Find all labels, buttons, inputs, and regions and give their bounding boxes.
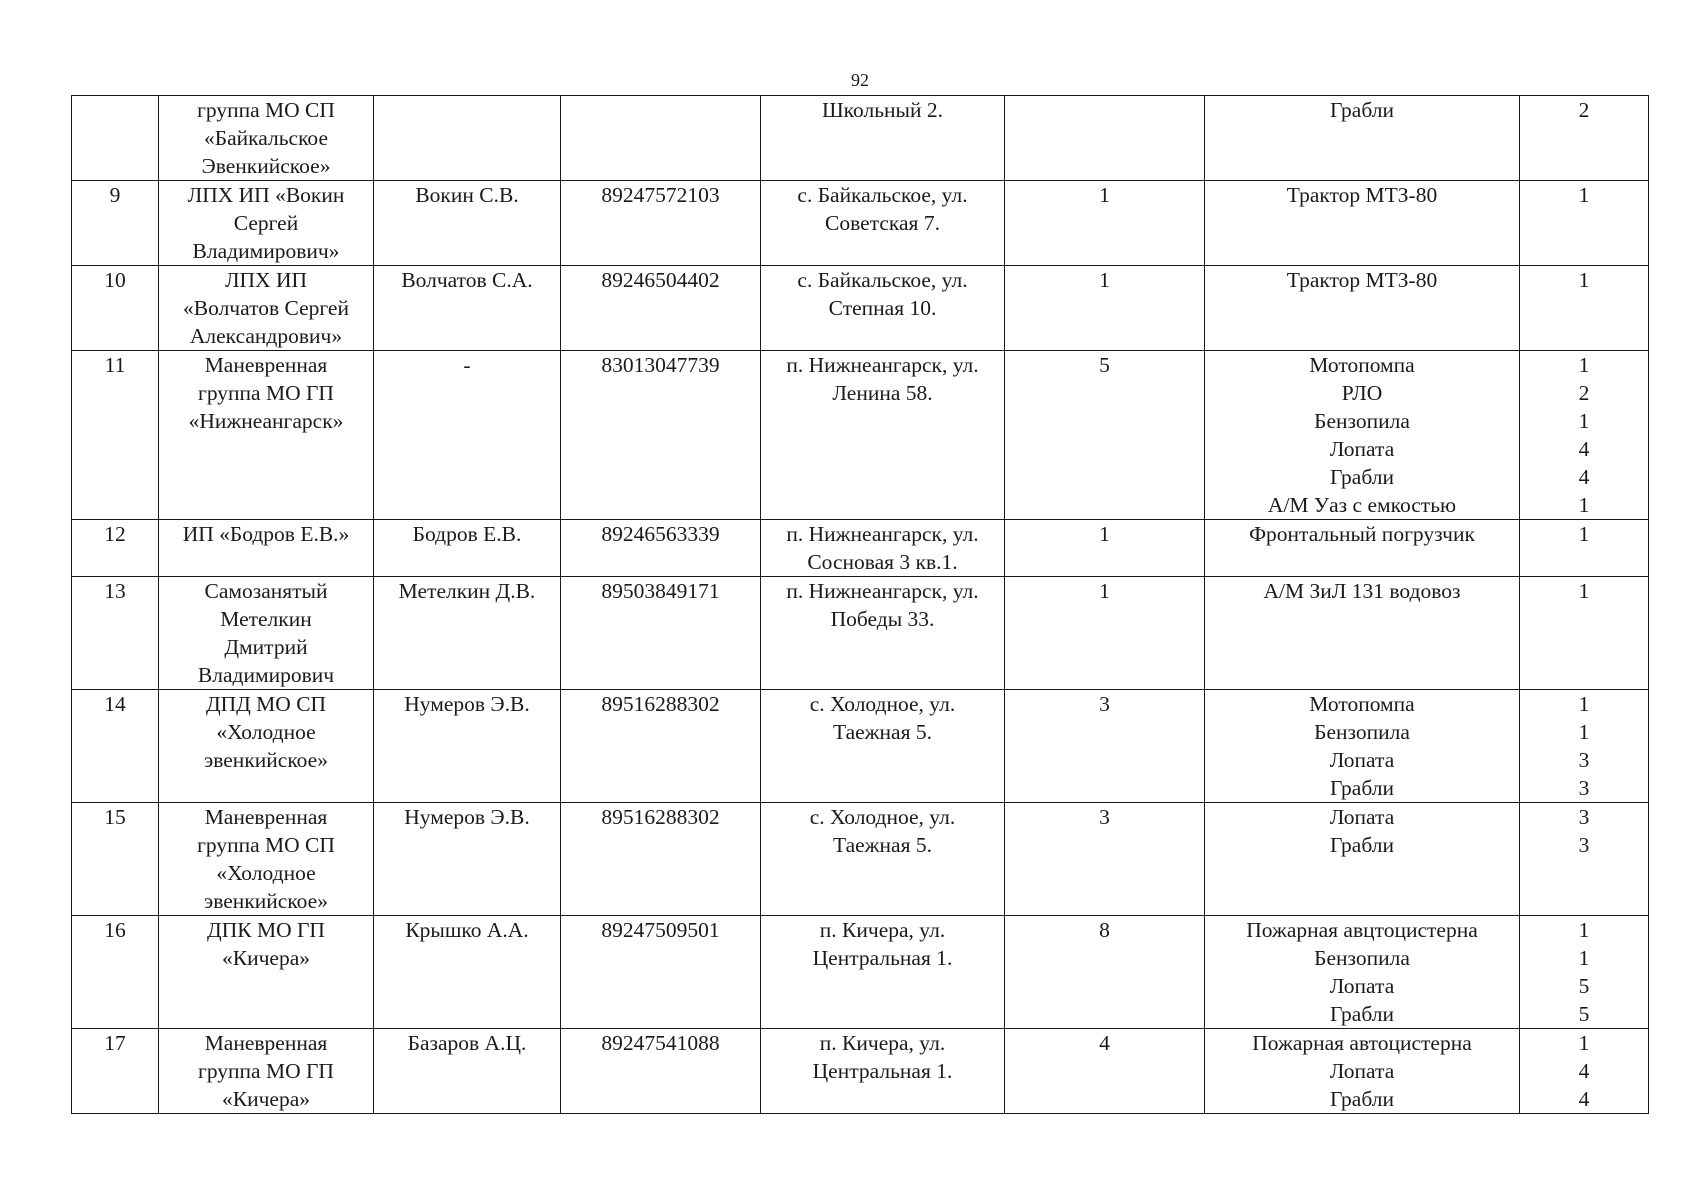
equipment-cell [1205, 1029, 1520, 1114]
table-row [72, 1029, 1649, 1114]
row-number-text: 17 [104, 1031, 126, 1055]
responsible-person-cell [374, 803, 561, 916]
responsible-person-cell [374, 520, 561, 577]
quantity-cell [1520, 96, 1649, 181]
address-line: п. Кичера, ул. [819, 1031, 946, 1055]
row-number-text: 10 [104, 268, 126, 292]
quantity-line: 1 [1578, 692, 1590, 716]
phone-cell [561, 96, 761, 181]
quantity-cell [1520, 690, 1649, 803]
responsible-person-cell [374, 690, 561, 803]
quantity-line: 3 [1578, 805, 1590, 829]
address-cell [761, 266, 1005, 351]
address-cell [761, 181, 1005, 266]
personnel-count-cell [1005, 181, 1205, 266]
organization-line: Дмитрий [224, 635, 308, 659]
organization-line: Владимирович [197, 663, 335, 687]
personnel-count-cell [1005, 1029, 1205, 1114]
phone-cell [561, 520, 761, 577]
address-cell [761, 916, 1005, 1029]
address-line: Степная 10. [828, 296, 937, 320]
personnel-count-text: 8 [1099, 918, 1110, 942]
responsible-person-text: Метелкин Д.В. [398, 579, 536, 603]
equipment-line: Бензопила [1314, 946, 1410, 970]
personnel-count-text: 3 [1099, 692, 1110, 716]
address-line: п. Кичера, ул. [819, 918, 946, 942]
organization-line: «Кичера» [222, 946, 310, 970]
resources-table [71, 95, 1649, 1114]
responsible-person-cell [374, 577, 561, 690]
phone-text: 89247509501 [601, 918, 720, 942]
organization-line: Эвенкийское» [201, 154, 331, 178]
equipment-line: Грабли [1329, 465, 1394, 489]
quantity-line: 1 [1578, 353, 1590, 377]
organization-line: группа МО ГП [198, 1059, 334, 1083]
row-number-cell [72, 351, 159, 520]
responsible-person-text: - [463, 353, 471, 377]
organization-cell [159, 351, 374, 520]
organization-line: «Волчатов Сергей [183, 296, 349, 320]
equipment-line: Лопата [1329, 805, 1395, 829]
organization-line: ЛПХ ИП [224, 268, 308, 292]
equipment-cell [1205, 96, 1520, 181]
responsible-person-text: Нумеров Э.В. [404, 805, 530, 829]
responsible-person-text: Бодров Е.В. [412, 522, 522, 546]
quantity-line: 5 [1578, 1002, 1590, 1026]
equipment-line: Трактор МТЗ-80 [1286, 183, 1438, 207]
quantity-line: 1 [1578, 493, 1590, 517]
equipment-cell [1205, 181, 1520, 266]
address-cell [761, 690, 1005, 803]
quantity-line: 4 [1578, 1087, 1590, 1111]
personnel-count-text: 1 [1099, 183, 1110, 207]
personnel-count-text: 4 [1099, 1031, 1110, 1055]
responsible-person-cell [374, 266, 561, 351]
quantity-cell [1520, 577, 1649, 690]
phone-text: 89246504402 [601, 268, 720, 292]
organization-cell [159, 916, 374, 1029]
responsible-person-cell [374, 96, 561, 181]
phone-text: 83013047739 [601, 353, 720, 377]
organization-line: Метелкин [220, 607, 312, 631]
phone-text: 89247541088 [601, 1031, 720, 1055]
quantity-line: 5 [1578, 974, 1590, 998]
quantity-line: 3 [1578, 748, 1590, 772]
quantity-line: 2 [1578, 381, 1590, 405]
table-row [72, 351, 1649, 520]
phone-text: 89246563339 [601, 522, 720, 546]
row-number-cell [72, 1029, 159, 1114]
equipment-cell [1205, 803, 1520, 916]
address-line: п. Нижнеангарск, ул. [786, 522, 979, 546]
organization-line: группа МО СП [197, 833, 335, 857]
phone-text: 89503849171 [601, 579, 720, 603]
phone-cell [561, 916, 761, 1029]
table-row [72, 690, 1649, 803]
row-number-cell [72, 803, 159, 916]
table-row [72, 803, 1649, 916]
quantity-cell [1520, 266, 1649, 351]
row-number-cell [72, 577, 159, 690]
responsible-person-text: Крышко А.А. [405, 918, 529, 942]
table-body [72, 96, 1649, 1114]
organization-line: ДПК МО ГП [207, 918, 325, 942]
quantity-line: 1 [1578, 268, 1590, 292]
address-line: с. Байкальское, ул. [797, 183, 968, 207]
quantity-line: 1 [1578, 183, 1590, 207]
phone-cell [561, 577, 761, 690]
organization-line: ЛПХ ИП «Вокин [187, 183, 345, 207]
row-number-text: 16 [104, 918, 126, 942]
personnel-count-cell [1005, 520, 1205, 577]
quantity-cell [1520, 351, 1649, 520]
row-number-cell [72, 96, 159, 181]
organization-cell [159, 577, 374, 690]
quantity-line: 1 [1578, 522, 1590, 546]
personnel-count-text: 3 [1099, 805, 1110, 829]
personnel-count-text: 5 [1099, 353, 1110, 377]
organization-line: Александрович» [189, 324, 343, 348]
responsible-person-cell [374, 181, 561, 266]
quantity-cell [1520, 803, 1649, 916]
personnel-count-cell [1005, 916, 1205, 1029]
organization-line: Маневренная [204, 805, 328, 829]
organization-cell [159, 181, 374, 266]
address-line: Школьный 2. [821, 98, 943, 122]
organization-line: ДПД МО СП [205, 692, 327, 716]
quantity-line: 1 [1578, 946, 1590, 970]
organization-line: Маневренная [204, 353, 328, 377]
responsible-person-text: Базаров А.Ц. [407, 1031, 527, 1055]
address-line: Таежная 5. [833, 720, 932, 744]
row-number-cell [72, 520, 159, 577]
address-cell [761, 577, 1005, 690]
address-line: с. Байкальское, ул. [797, 268, 968, 292]
personnel-count-cell [1005, 577, 1205, 690]
quantity-cell [1520, 1029, 1649, 1114]
organization-line: «Кичера» [222, 1087, 310, 1111]
equipment-line: А/М Уаз с емкостью [1267, 493, 1457, 517]
organization-cell [159, 520, 374, 577]
organization-line: Сергей [233, 211, 299, 235]
personnel-count-text: 1 [1099, 579, 1110, 603]
equipment-line: Грабли [1329, 1002, 1394, 1026]
address-line: с. Холодное, ул. [809, 692, 956, 716]
organization-line: эвенкийское» [204, 889, 328, 913]
equipment-line: Лопата [1329, 974, 1395, 998]
organization-line: группа МО ГП [198, 381, 334, 405]
address-line: Победы 33. [830, 607, 935, 631]
equipment-line: Лопата [1329, 748, 1395, 772]
phone-cell [561, 1029, 761, 1114]
address-line: Центральная 1. [812, 1059, 953, 1083]
organization-cell [159, 96, 374, 181]
personnel-count-text: 1 [1099, 522, 1110, 546]
organization-cell [159, 1029, 374, 1114]
organization-cell [159, 803, 374, 916]
responsible-person-cell [374, 1029, 561, 1114]
phone-cell [561, 181, 761, 266]
equipment-cell [1205, 266, 1520, 351]
equipment-line: Пожарная авцтоцистерна [1246, 918, 1478, 942]
equipment-line: Грабли [1329, 833, 1394, 857]
row-number-text: 14 [104, 692, 126, 716]
address-line: Таежная 5. [833, 833, 932, 857]
equipment-line: Мотопомпа [1309, 353, 1415, 377]
equipment-line: Бензопила [1314, 409, 1410, 433]
organization-line: Владимирович» [192, 239, 340, 263]
quantity-line: 1 [1578, 409, 1590, 433]
equipment-line: РЛО [1341, 381, 1383, 405]
organization-line: Самозанятый [204, 579, 328, 603]
organization-cell [159, 266, 374, 351]
row-number-text: 12 [104, 522, 126, 546]
organization-line: ИП «Бодров Е.В.» [182, 522, 350, 546]
personnel-count-cell [1005, 803, 1205, 916]
quantity-line: 3 [1578, 776, 1590, 800]
row-number-cell [72, 181, 159, 266]
quantity-cell [1520, 520, 1649, 577]
table-row [72, 266, 1649, 351]
equipment-line: Лопата [1329, 1059, 1395, 1083]
row-number-text: 13 [104, 579, 126, 603]
organization-cell [159, 690, 374, 803]
page-number: 92 [851, 70, 869, 90]
equipment-line: Грабли [1329, 776, 1394, 800]
row-number-cell [72, 266, 159, 351]
responsible-person-cell [374, 916, 561, 1029]
phone-text: 89516288302 [601, 805, 720, 829]
equipment-cell [1205, 577, 1520, 690]
phone-cell [561, 803, 761, 916]
row-number-text: 9 [109, 183, 121, 207]
equipment-line: Грабли [1329, 98, 1394, 122]
personnel-count-cell [1005, 351, 1205, 520]
organization-line: «Холодное [216, 720, 316, 744]
quantity-line: 1 [1578, 579, 1590, 603]
row-number-text: 11 [104, 353, 126, 377]
table-row [72, 916, 1649, 1029]
equipment-cell [1205, 916, 1520, 1029]
quantity-line: 1 [1578, 918, 1590, 942]
quantity-line: 3 [1578, 833, 1590, 857]
address-line: с. Холодное, ул. [809, 805, 956, 829]
equipment-line: Грабли [1329, 1087, 1394, 1111]
personnel-count-text: 1 [1099, 268, 1110, 292]
address-line: Ленина 58. [832, 381, 933, 405]
organization-line: группа МО СП [197, 98, 335, 122]
row-number-cell [72, 916, 159, 1029]
quantity-cell [1520, 916, 1649, 1029]
address-line: п. Нижнеангарск, ул. [786, 353, 979, 377]
equipment-cell [1205, 690, 1520, 803]
equipment-line: Трактор МТЗ-80 [1286, 268, 1438, 292]
table-row [72, 577, 1649, 690]
quantity-line: 1 [1578, 720, 1590, 744]
phone-text: 89516288302 [601, 692, 720, 716]
phone-cell [561, 266, 761, 351]
quantity-cell [1520, 181, 1649, 266]
organization-line: «Холодное [216, 861, 316, 885]
address-cell [761, 520, 1005, 577]
phone-text: 89247572103 [601, 183, 720, 207]
equipment-line: А/М ЗиЛ 131 водовоз [1263, 579, 1461, 603]
responsible-person-text: Вокин С.В. [415, 183, 519, 207]
quantity-line: 2 [1578, 98, 1590, 122]
quantity-line: 4 [1578, 437, 1590, 461]
equipment-line: Лопата [1329, 437, 1395, 461]
address-cell [761, 96, 1005, 181]
phone-cell [561, 351, 761, 520]
organization-line: «Байкальское [204, 126, 328, 150]
organization-line: Маневренная [204, 1031, 328, 1055]
address-line: Сосновая 3 кв.1. [807, 550, 958, 574]
equipment-line: Мотопомпа [1309, 692, 1415, 716]
address-cell [761, 803, 1005, 916]
responsible-person-text: Волчатов С.А. [401, 268, 533, 292]
row-number-text: 15 [104, 805, 126, 829]
table-row [72, 96, 1649, 181]
quantity-line: 4 [1578, 465, 1590, 489]
row-number-cell [72, 690, 159, 803]
address-line: Советская 7. [825, 211, 940, 235]
address-line: п. Нижнеангарск, ул. [786, 579, 979, 603]
responsible-person-cell [374, 351, 561, 520]
personnel-count-cell [1005, 690, 1205, 803]
address-cell [761, 1029, 1005, 1114]
organization-line: эвенкийское» [204, 748, 328, 772]
equipment-line: Пожарная автоцистерна [1252, 1031, 1472, 1055]
table-row [72, 520, 1649, 577]
phone-cell [561, 690, 761, 803]
organization-line: «Нижнеангарск» [188, 409, 344, 433]
address-line: Центральная 1. [812, 946, 953, 970]
personnel-count-cell [1005, 266, 1205, 351]
responsible-person-text: Нумеров Э.В. [404, 692, 530, 716]
equipment-cell [1205, 351, 1520, 520]
quantity-line: 1 [1578, 1031, 1590, 1055]
personnel-count-cell [1005, 96, 1205, 181]
quantity-line: 4 [1578, 1059, 1590, 1083]
equipment-line: Бензопила [1314, 720, 1410, 744]
address-cell [761, 351, 1005, 520]
equipment-cell [1205, 520, 1520, 577]
equipment-line: Фронтальный погрузчик [1249, 522, 1475, 546]
table-row [72, 181, 1649, 266]
